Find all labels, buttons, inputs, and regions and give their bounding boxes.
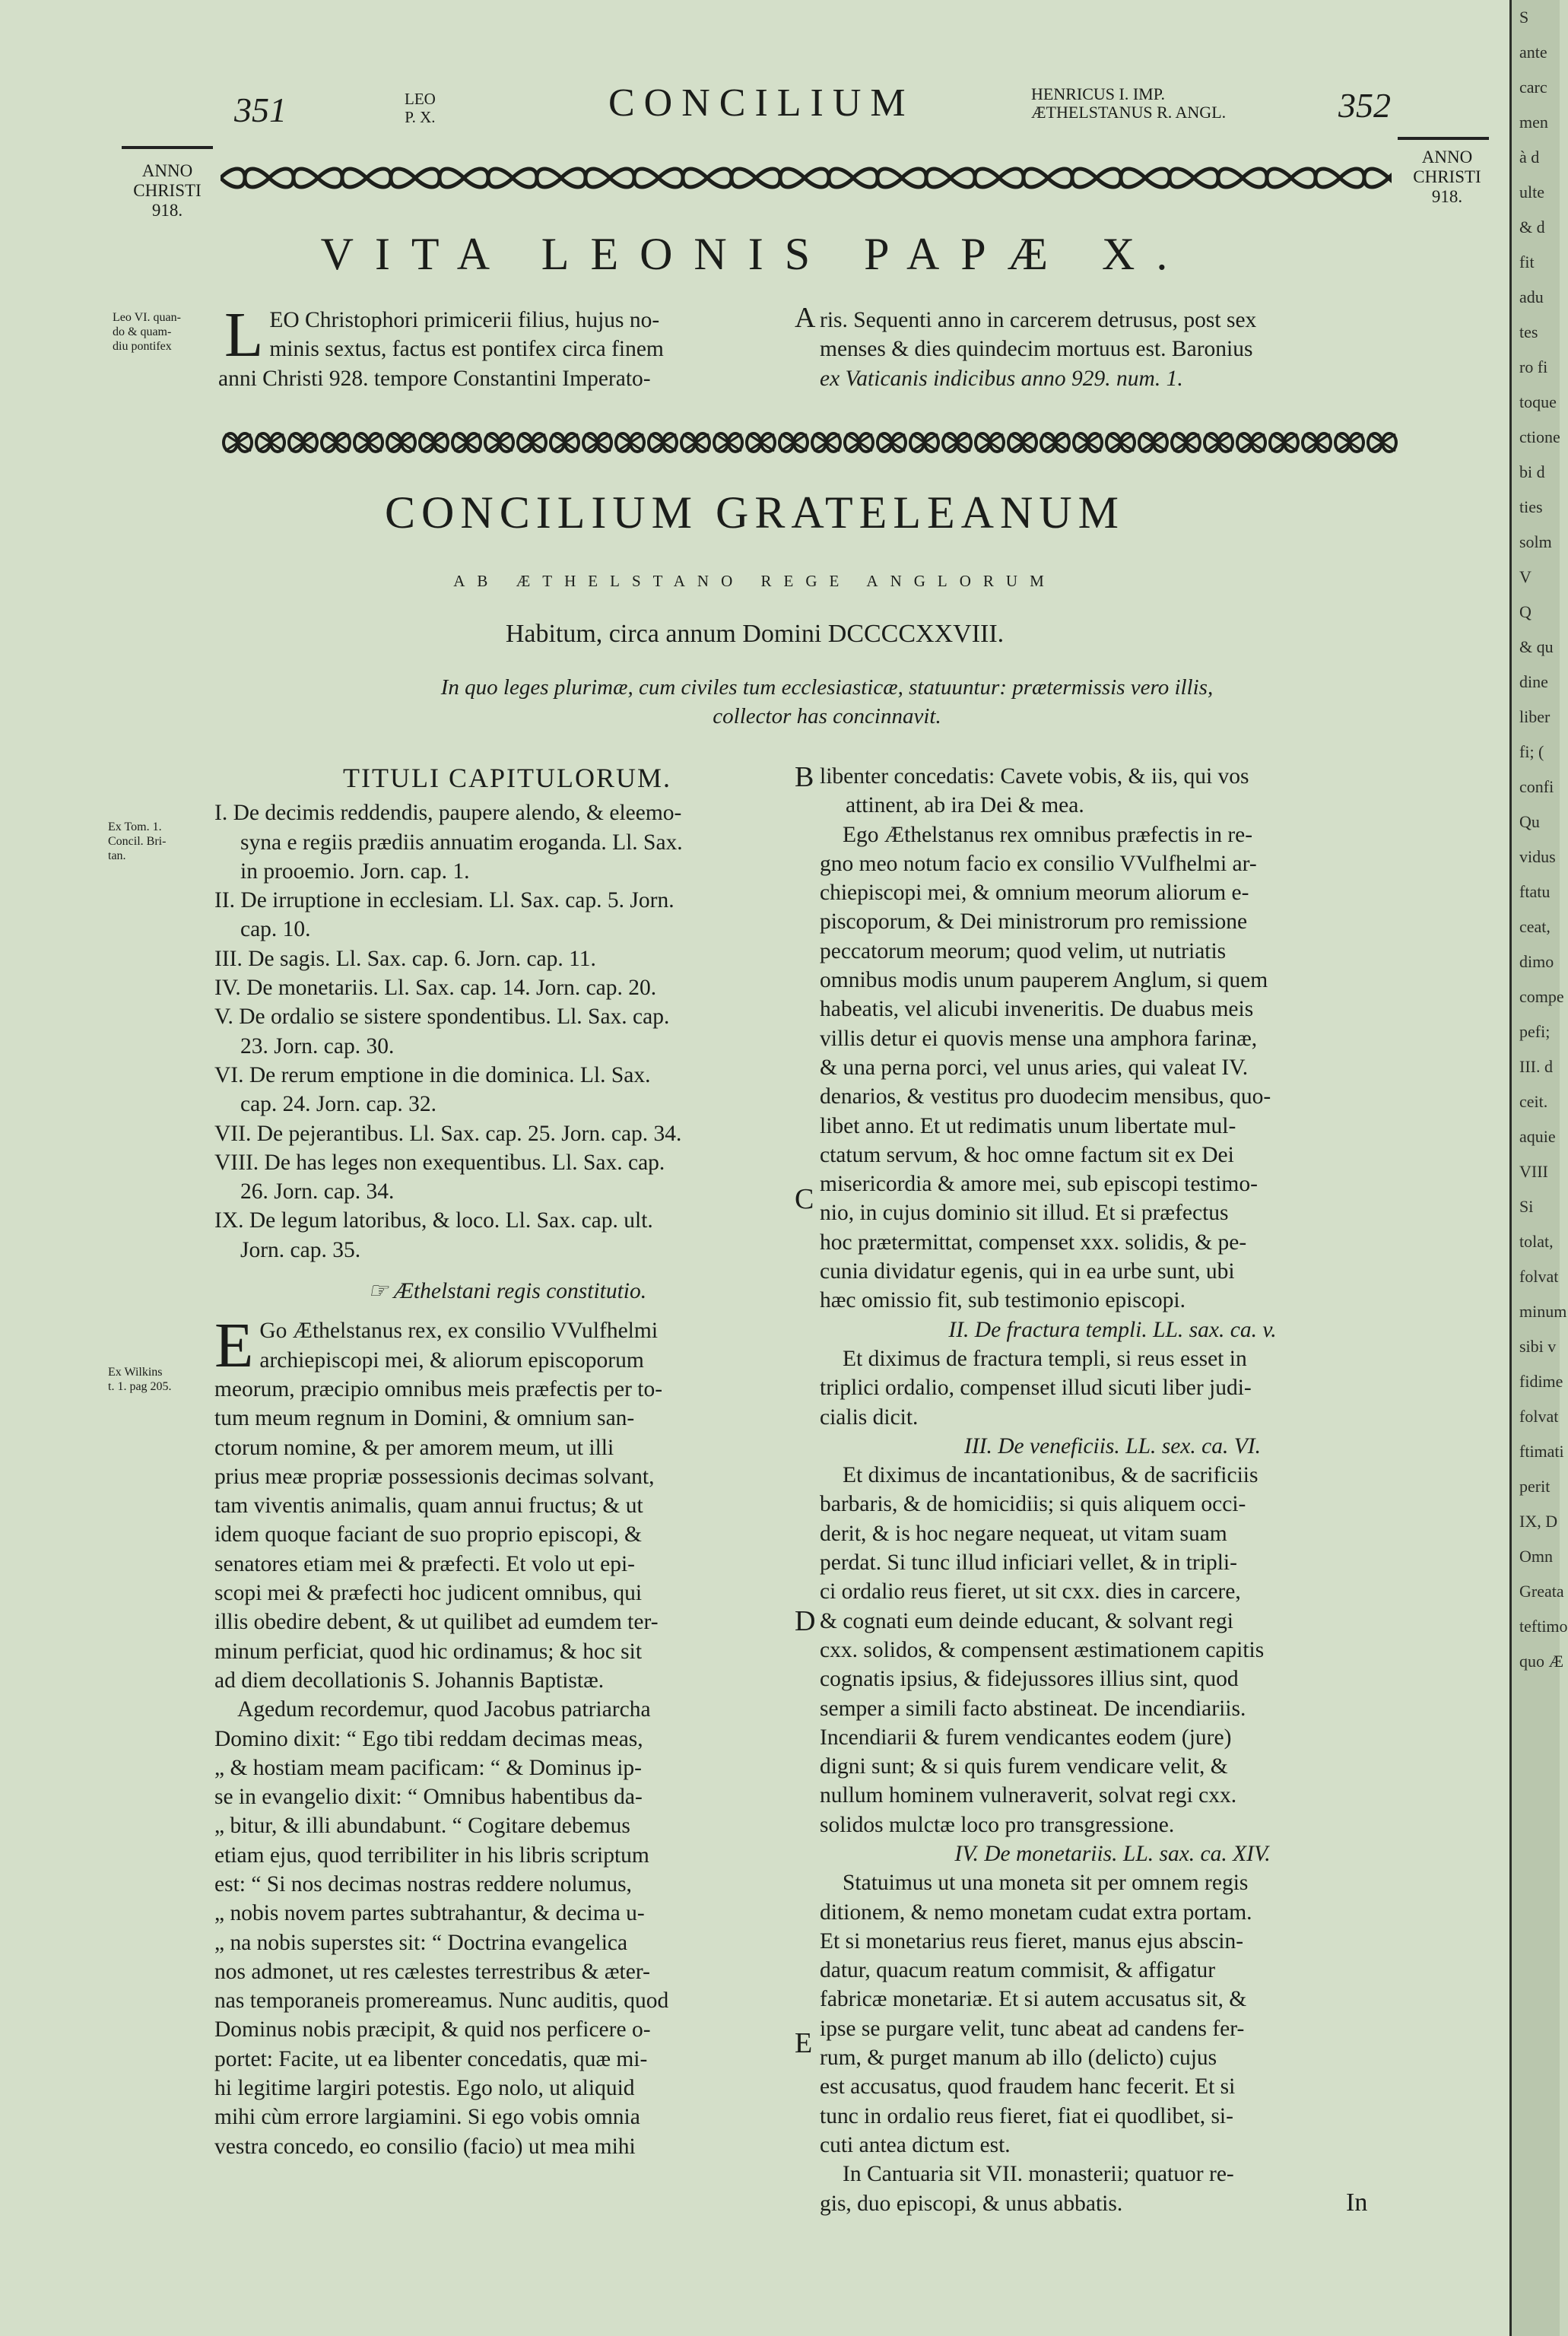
text-line: cognatis ipsius, & fidejussores illius sint, quod bbox=[820, 1667, 1239, 1692]
running-title: CONCILIUM bbox=[608, 81, 915, 125]
text-line: peccatorum meorum; quod velim, ut nutriatis bbox=[820, 938, 1227, 963]
running-rulers bbox=[1031, 85, 1226, 122]
capitulum-line: VII. De pejerantibus. Ll. Sax. cap. 25. Jorn. cap. 34. bbox=[214, 1121, 682, 1146]
text-line: hæc omissio fit, sub testimonio episcopi. bbox=[820, 1288, 1186, 1313]
edge-fragment: quo Æ bbox=[1519, 1652, 1564, 1671]
note-line: Leo VI. quan- bbox=[113, 311, 181, 324]
capitulum-line: syna e regiis prædiis annuatim eroganda. Ll. Sax. bbox=[240, 830, 683, 855]
edge-fragment: à d bbox=[1519, 148, 1540, 167]
vita-line: menses & dies quindecim mortuus est. Baronius bbox=[820, 337, 1253, 362]
text-line: „ & hostiam meam pacificam: “ & Dominus ip- bbox=[214, 1755, 642, 1780]
edge-fragment: solm bbox=[1519, 532, 1552, 551]
edge-fragment: IX, D bbox=[1519, 1512, 1558, 1531]
edge-fragment: Greata bbox=[1519, 1582, 1564, 1601]
edge-fragment: Si bbox=[1519, 1197, 1534, 1216]
edge-fragment: Omn bbox=[1519, 1547, 1553, 1566]
edge-fragment: sibi v bbox=[1519, 1337, 1557, 1356]
edge-fragment: men bbox=[1519, 113, 1548, 132]
text-line: ctorum nomine, & per amorem meum, ut illi bbox=[214, 1435, 614, 1460]
ruler-line: HENRICUS I. IMP. bbox=[1031, 84, 1166, 103]
edge-fragment: adu bbox=[1519, 287, 1544, 306]
capitulum-line: I. De decimis reddendis, paupere alendo, & eleemo- bbox=[214, 801, 682, 826]
text-line: cxx. solidos, & compensent æstimationem capitis bbox=[820, 1637, 1265, 1662]
ruler-line: ÆTHELSTANUS R. ANGL. bbox=[1031, 103, 1227, 122]
constitutio-text bbox=[214, 1310, 800, 2161]
vita-dropcap: L bbox=[224, 300, 264, 370]
text-line: nio, in cujus dominio sit illud. Et si præfectus bbox=[820, 1201, 1229, 1226]
edge-fragment: ante bbox=[1519, 43, 1547, 62]
edge-fragment: ceat, bbox=[1519, 917, 1551, 936]
edge-fragment: toque bbox=[1519, 392, 1557, 411]
leo-line: P. X. bbox=[405, 108, 436, 126]
capitulum-line: VI. De rerum emptione in die dominica. Ll. Sax. bbox=[214, 1062, 651, 1087]
in-quo-note bbox=[300, 673, 1354, 731]
text-line: hi legitime largiri potestis. Ego nolo, ut aliquid bbox=[214, 2076, 635, 2101]
text-line: ditionem, & nemo monetam cudat extra portam. bbox=[820, 1900, 1252, 1925]
constitutio-heading: ☞ Æthelstani regis constitutio. bbox=[367, 1279, 647, 1304]
capitulum-line: cap. 10. bbox=[240, 917, 311, 942]
anno-line: 918. bbox=[151, 201, 183, 220]
capitulum-line: Jorn. cap. 35. bbox=[240, 1237, 361, 1262]
note-line: Ex Tom. 1. bbox=[108, 820, 162, 833]
text-line: attinent, ab ira Dei & mea. bbox=[846, 793, 1084, 818]
capitula-list bbox=[214, 798, 800, 1265]
text-line: meorum, præcipio omnibus meis præfectis per to- bbox=[214, 1376, 663, 1401]
anno-line: ANNO bbox=[1421, 148, 1473, 167]
text-line: triplici ordalio, compenset illud sicuti liber judi- bbox=[820, 1376, 1252, 1401]
header-ornament-band bbox=[221, 166, 1392, 190]
edge-fragment: aquie bbox=[1519, 1127, 1556, 1146]
edge-fragment: compe bbox=[1519, 987, 1564, 1006]
text-line: illis obedire debent, & ut quilibet ad eumdem ter- bbox=[214, 1610, 659, 1635]
edge-fragment: S bbox=[1519, 8, 1529, 27]
anno-christi-right bbox=[1405, 148, 1489, 207]
ab-aethelstano-line: AB ÆTHELSTANO REGE ANGLORUM bbox=[453, 572, 1056, 590]
text-line: nos admonet, ut res cælestes terrestribus & æter- bbox=[214, 1959, 650, 1984]
text-line: vestra concedo, eo consilio (facio) ut mea mihi bbox=[214, 2134, 636, 2159]
chapter-heading: II. De fractura templi. LL. sax. ca. v. bbox=[948, 1317, 1277, 1342]
capitulum-line: II. De irruptione in ecclesiam. Ll. Sax. cap. 5. Jorn. bbox=[214, 888, 674, 913]
vita-col-left bbox=[218, 300, 802, 393]
text-line: „ bitur, & illi abundabunt. “ Cogitare debemus bbox=[214, 1814, 630, 1839]
anno-line: 918. bbox=[1431, 187, 1463, 206]
edge-fragment: ftatu bbox=[1519, 882, 1551, 901]
text-line: derit, & is hoc negare nequeat, ut vitam suam bbox=[820, 1521, 1227, 1546]
edge-fragment: fi; ( bbox=[1519, 742, 1544, 761]
text-line: digni sunt; & si quis furem vendicare velit, & bbox=[820, 1754, 1228, 1779]
running-pope bbox=[405, 90, 436, 126]
text-line: In Cantuaria sit VII. monasterii; quatuor re- bbox=[843, 2162, 1234, 2187]
margin-note-leo bbox=[113, 310, 181, 354]
text-line: archiepiscopi mei, & aliorum episcoporum bbox=[259, 1347, 644, 1373]
edge-fragment: bi d bbox=[1519, 462, 1545, 481]
capitulum-line: 26. Jorn. cap. 34. bbox=[240, 1179, 395, 1204]
anno-line: ANNO bbox=[141, 161, 193, 180]
text-line: solidos mulctæ loco pro transgressione. bbox=[820, 1812, 1175, 1837]
edge-fragment: V bbox=[1519, 567, 1531, 586]
anno-rule-left bbox=[122, 146, 213, 149]
text-line: nullum hominem vulneraverit, solvat regi cxx. bbox=[820, 1783, 1237, 1808]
in-quo-line: collector has concinnavit. bbox=[713, 704, 941, 728]
capitulum-line: IX. De legum latoribus, & loco. Ll. Sax. cap. ult. bbox=[214, 1208, 653, 1233]
text-line: & cognati eum deinde educant, & solvant regi bbox=[820, 1608, 1233, 1633]
text-line: Et si monetarius reus fieret, manus ejus abscin- bbox=[820, 1928, 1244, 1954]
edge-fragment: fidime bbox=[1519, 1372, 1563, 1391]
edge-fragment: dimo bbox=[1519, 952, 1554, 971]
text-line: barbaris, & de homicidiis; si quis aliquem occi- bbox=[820, 1492, 1246, 1517]
right-column bbox=[820, 762, 1405, 2218]
edge-fragment: ro fi bbox=[1519, 357, 1548, 376]
edge-fragment: ulte bbox=[1519, 182, 1544, 202]
text-line: fabricæ monetariæ. Et si autem accusatus sit, & bbox=[820, 1987, 1247, 2012]
text-line: Agedum recordemur, quod Jacobus patriarcha bbox=[237, 1697, 651, 1722]
text-line: etiam ejus, quod terribiliter in his libris scriptum bbox=[214, 1842, 649, 1868]
note-line: do & quam- bbox=[113, 325, 172, 338]
text-line: piscoporum, & Dei ministrorum pro remissione bbox=[820, 909, 1248, 935]
text-line: Et diximus de incantationibus, & de sacrificiis bbox=[843, 1463, 1259, 1488]
text-line: Et diximus de fractura templi, si reus esset in bbox=[843, 1346, 1247, 1371]
section-letter-c: C bbox=[795, 1183, 814, 1215]
vita-title: VITA LEONIS PAPÆ X. bbox=[320, 229, 1189, 279]
text-line: rum, & purget manum ab illo (delicto) cujus bbox=[820, 2046, 1217, 2071]
text-line: portet: Facite, ut ea libenter concedatis, quæ mi- bbox=[214, 2046, 648, 2071]
text-line: gno meo notum facio ex consilio VVulfhelmi ar- bbox=[820, 851, 1257, 876]
anno-line: CHRISTI bbox=[1413, 167, 1481, 186]
text-line: hoc prætermittat, compenset xxx. solidis, & pe- bbox=[820, 1230, 1247, 1255]
edge-fragment: Qu bbox=[1519, 812, 1540, 831]
text-line: mihi cùm errore largiamini. Si ego vobis omnia bbox=[214, 2105, 640, 2130]
text-line: nas temporaneis promereamus. Nunc auditis, quod bbox=[214, 1988, 669, 2014]
edge-fragment: VIII bbox=[1519, 1162, 1548, 1181]
section-letter-b: B bbox=[795, 761, 814, 793]
edge-fragment: ftimati bbox=[1519, 1442, 1564, 1461]
note-line: t. 1. pag 205. bbox=[108, 1380, 172, 1393]
edge-fragment: tolat, bbox=[1519, 1232, 1554, 1251]
in-quo-line: In quo leges plurimæ, cum civiles tum ecclesiasticæ, statuuntur: prætermissis vero illis, bbox=[440, 675, 1214, 700]
knot-ornament-band bbox=[222, 430, 1399, 455]
vita-col-right bbox=[820, 306, 1398, 393]
vita-line: EO Christophori primicerii filius, hujus no- bbox=[269, 308, 660, 332]
note-line: Ex Wilkins bbox=[108, 1366, 163, 1379]
text-line: idem quoque faciant de suo proprio episcopi, & bbox=[214, 1522, 642, 1547]
vita-line: ex Vaticanis indicibus anno 929. num. 1. bbox=[820, 366, 1183, 391]
constitutio-dropcap: E bbox=[214, 1310, 254, 1382]
edge-fragment: vidus bbox=[1519, 847, 1556, 866]
note-line: tan. bbox=[108, 849, 126, 862]
section-letter-d: D bbox=[795, 1605, 816, 1637]
anno-christi-left bbox=[122, 161, 213, 221]
edge-fragment: dine bbox=[1519, 672, 1548, 691]
chapter-heading: IV. De monetariis. LL. sax. ca. XIV. bbox=[954, 1841, 1271, 1866]
text-line: scopi mei & præfecti hoc judicent omnibus, qui bbox=[214, 1581, 643, 1606]
edge-fragment: tes bbox=[1519, 322, 1538, 341]
edge-fragment: folvat bbox=[1519, 1267, 1559, 1286]
next-page-edge bbox=[1509, 0, 1568, 2336]
edge-fragment: carc bbox=[1519, 78, 1547, 97]
text-line: semper a simili facto abstineat. De incendiariis. bbox=[820, 1696, 1246, 1721]
text-line: cunia dividatur egenis, qui in ea urbe sunt, ubi bbox=[820, 1259, 1235, 1284]
leo-line: LEO bbox=[405, 90, 436, 108]
edge-fragment: III. d bbox=[1519, 1057, 1553, 1076]
concilium-title: CONCILIUM GRATELEANUM bbox=[385, 487, 1125, 538]
note-line: diu pontifex bbox=[113, 340, 172, 353]
edge-fragment: fit bbox=[1519, 252, 1535, 271]
habitum-line: Habitum, circa annum Domini DCCCCXXVIII. bbox=[505, 620, 1005, 648]
page-number-right: 352 bbox=[1338, 86, 1391, 125]
edge-fragment: Q bbox=[1519, 602, 1531, 621]
tituli-heading: TITULI CAPITULORUM. bbox=[343, 763, 671, 793]
capitulum-line: in prooemio. Jorn. cap. 1. bbox=[240, 859, 470, 884]
text-line: tunc in ordalio reus fieret, fiat ei quodlibet, si- bbox=[820, 2103, 1233, 2128]
page-number-left: 351 bbox=[234, 90, 287, 129]
text-line: „ na nobis superstes sit: “ Doctrina evangelica bbox=[214, 1930, 628, 1955]
margin-note-tom bbox=[108, 820, 166, 863]
section-letter-e: E bbox=[795, 2027, 813, 2059]
text-line: datur, quacum reatum commisit, & affigatur bbox=[820, 1958, 1216, 1983]
edge-fragment: ties bbox=[1519, 497, 1543, 516]
section-letter-a: A bbox=[795, 302, 816, 334]
anno-rule-right bbox=[1398, 137, 1489, 140]
text-line: prius meæ propriæ possessionis decimas solvant, bbox=[214, 1464, 655, 1489]
text-line: tum meum regnum in Domini, & omnium san- bbox=[214, 1406, 635, 1431]
text-line: & una perna porci, vel unus aries, qui valeat IV. bbox=[820, 1055, 1249, 1080]
capitulum-line: VIII. De has leges non exequentibus. Ll. Sax. cap. bbox=[214, 1150, 665, 1175]
text-line: ad diem decollationis S. Johannis Baptistæ. bbox=[214, 1668, 605, 1693]
capitulum-line: IV. De monetariis. Ll. Sax. cap. 14. Jorn. cap. 20. bbox=[214, 976, 657, 1001]
text-line: senatores etiam mei & præfecti. Et volo ut epi- bbox=[214, 1551, 635, 1576]
text-line: denarios, & vestitus pro duodecim mensibus, quo- bbox=[820, 1084, 1271, 1109]
text-line: minum perficiat, quod hic ordinamus; & hoc sit bbox=[214, 1639, 643, 1664]
vita-line: anni Christi 928. tempore Constantini Imperato- bbox=[218, 366, 651, 391]
text-line: Statuimus ut una moneta sit per omnem regis bbox=[843, 1871, 1249, 1896]
text-line: ctatum servum, & hoc omne factum sit ex Dei bbox=[820, 1142, 1234, 1167]
edge-fragment: ctione bbox=[1519, 427, 1560, 446]
edge-fragment: ceit. bbox=[1519, 1092, 1548, 1111]
capitulum-line: cap. 24. Jorn. cap. 32. bbox=[240, 1092, 437, 1117]
text-line: omnibus modis unum pauperem Anglum, si quem bbox=[820, 968, 1268, 993]
capitulum-line: 23. Jorn. cap. 30. bbox=[240, 1033, 395, 1058]
chapter-heading: III. De veneficiis. LL. sex. ca. VI. bbox=[964, 1433, 1261, 1458]
edge-fragment: & qu bbox=[1519, 637, 1554, 656]
edge-fragment: liber bbox=[1519, 707, 1551, 726]
text-line: est: “ Si nos decimas nostras reddere nolumus, bbox=[214, 1871, 632, 1896]
left-column bbox=[214, 760, 800, 2161]
text-line: cialis dicit. bbox=[820, 1404, 919, 1430]
text-line: ipse se purgare velit, tunc abeat ad candens fer- bbox=[820, 2016, 1245, 2041]
edge-fragment: pefi; bbox=[1519, 1022, 1551, 1041]
text-line: ci ordalio reus fieret, ut sit cxx. dies in carcere, bbox=[820, 1579, 1241, 1604]
text-line: Ego Æthelstanus rex omnibus præfectis in re- bbox=[843, 822, 1253, 847]
margin-note-wilkins bbox=[108, 1365, 172, 1394]
edge-fragment: minum bbox=[1519, 1302, 1567, 1321]
text-line: se in evangelio dixit: “ Omnibus habentibus da- bbox=[214, 1785, 643, 1810]
note-line: Concil. Bri- bbox=[108, 835, 167, 848]
text-line: misericordia & amore mei, sub episcopi testimo- bbox=[820, 1172, 1258, 1197]
edge-fragment: perit bbox=[1519, 1477, 1551, 1496]
text-line: est accusatus, quod fraudem hanc fecerit. Et si bbox=[820, 2074, 1236, 2100]
text-line: Dominus nobis præcipit, & quid nos perficere o- bbox=[214, 2017, 651, 2042]
text-line: libet anno. Et ut redimatis unum libertate mul- bbox=[820, 1113, 1236, 1138]
text-line: chiepiscopi mei, & omnium meorum aliorum e- bbox=[820, 881, 1249, 906]
vita-line: minis sextus, factus est pontifex circa finem bbox=[269, 337, 664, 362]
edge-fragment: & d bbox=[1519, 217, 1545, 236]
text-line: Domino dixit: “ Ego tibi reddam decimas meas, bbox=[214, 1726, 643, 1751]
text-line: „ nobis novem partes subtrahantur, & decima u- bbox=[214, 1901, 645, 1926]
edge-fragment: folvat bbox=[1519, 1407, 1559, 1426]
text-line: libenter concedatis: Cavete vobis, & iis, qui vos bbox=[820, 764, 1249, 789]
text-line: villis detur ei quovis mense una amphora farinæ, bbox=[820, 1026, 1258, 1051]
text-line: tam viventis animalis, quam annui fructus; & ut bbox=[214, 1493, 643, 1519]
text-line: Incendiarii & furem vendicantes eodem (jure) bbox=[820, 1725, 1232, 1750]
catchword: In bbox=[1346, 2188, 1368, 2217]
capitulum-line: V. De ordalio se sistere spondentibus. Ll. Sax. cap. bbox=[214, 1005, 670, 1030]
text-line: gis, duo episcopi, & unus abbatis. bbox=[820, 2191, 1123, 2216]
edge-fragment: confi bbox=[1519, 777, 1554, 796]
anno-line: CHRISTI bbox=[133, 181, 202, 200]
edge-fragment: teftimo bbox=[1519, 1617, 1568, 1636]
text-line: habeatis, vel alicubi inveneritis. De duabus meis bbox=[820, 997, 1254, 1022]
text-line: cuti antea dictum est. bbox=[820, 2132, 1011, 2157]
text-line: Go Æthelstanus rex, ex consilio VVulfhelmi bbox=[259, 1319, 659, 1344]
vita-line: ris. Sequenti anno in carcerem detrusus, post sex bbox=[820, 308, 1257, 332]
capitulum-line: III. De sagis. Ll. Sax. cap. 6. Jorn. cap. 11. bbox=[214, 946, 596, 971]
text-line: perdat. Si tunc illud inficiari vellet, & in tripli- bbox=[820, 1550, 1237, 1576]
